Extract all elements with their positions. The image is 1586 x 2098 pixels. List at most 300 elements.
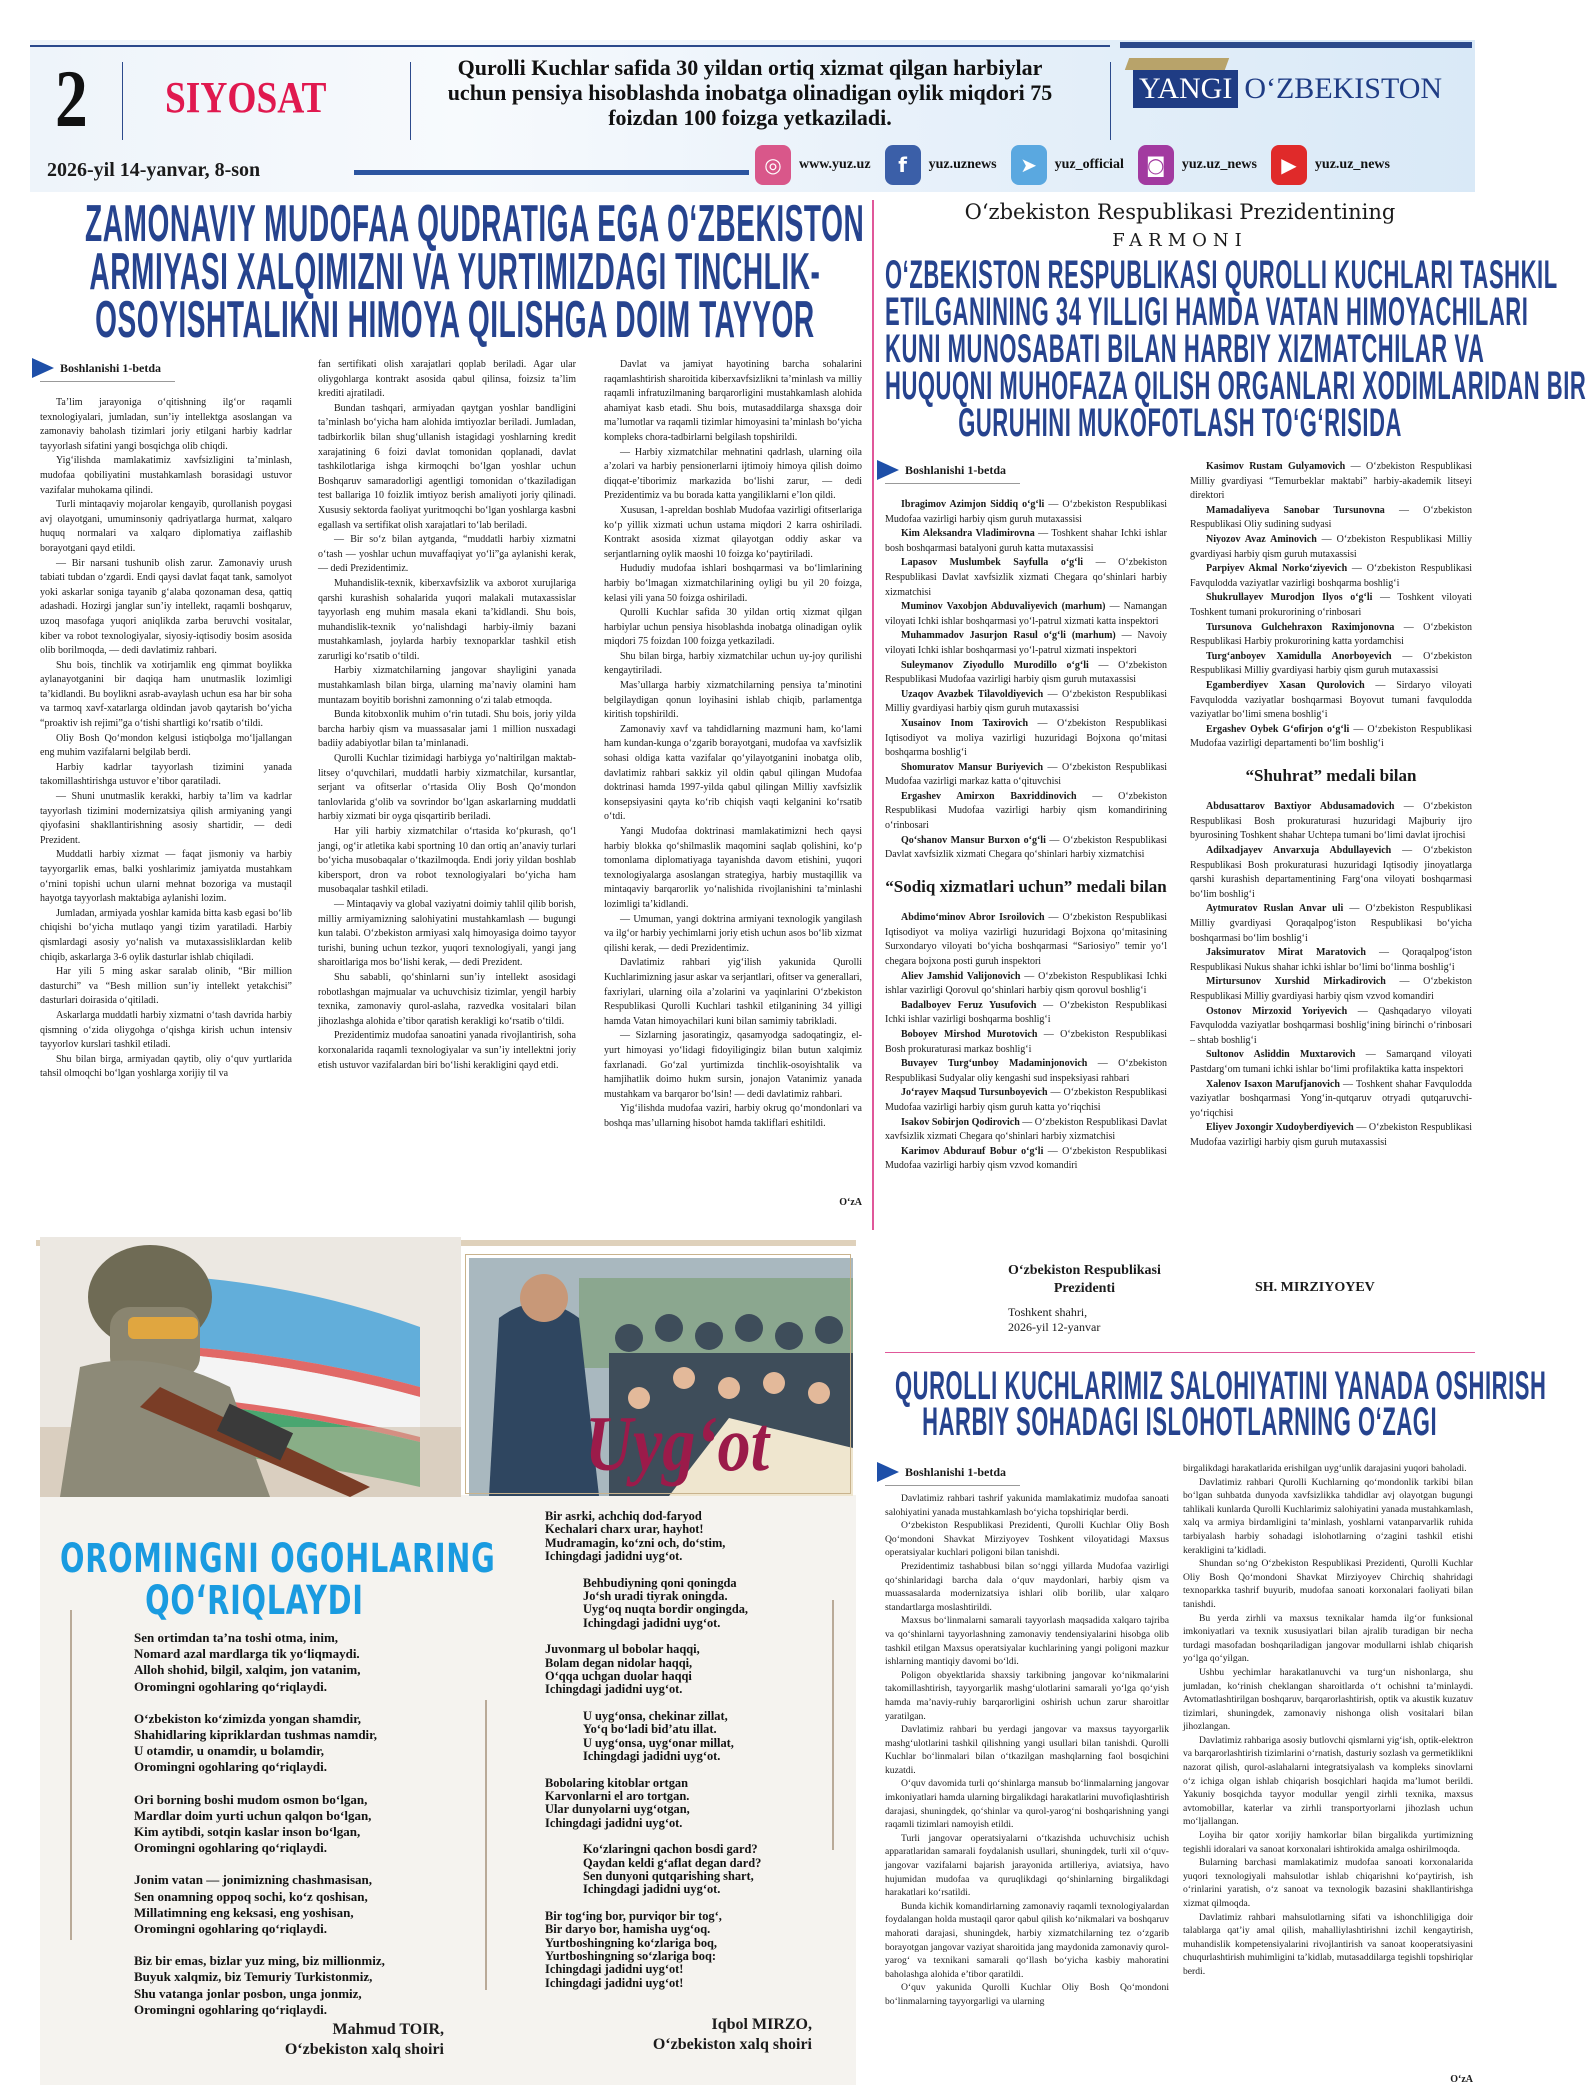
paragraph: Shu sababli, qo‘shinlarni sun’iy intellekt asosidagi robotlashgan majmualar va uchuvchisiz tizimlar, yengil harbiy texnika, zamonaviy qurol-aslaha, razvedka vositalari bilan jihozlashga alohida e’tibor qaratish kerakligi ko‘rsatib o‘tildi. [318, 971, 576, 1027]
article1-column-2 [318, 358, 576, 1213]
poem-line: Nomard azal mardlarga tik yo‘liqmaydi. [134, 1646, 360, 1662]
logo-flag-shape [1125, 58, 1229, 70]
headline-line: HARBIY SOHADAGI ISLOHOTLARNING O‘ZAGI [922, 1400, 1438, 1444]
author-title: O‘zbekiston xalq shoiri [284, 2041, 444, 2058]
awardee-position: — Sirdaryo viloyati Favqulodda vaziyatlar boshqarmasi Boyovut tumani favqulodda vaziyatlar bo‘limi smena boshlig‘i [1190, 679, 1473, 721]
awardee-name: Parpiyev Akmal Norko‘ziyevich [1206, 563, 1348, 575]
header-lead: Qurolli Kuchlar safida 30 yildan ortiq xizmat qilgan harbiylar uchun pensiya hisoblashda inobatga olinadigan oylik miqdori 75 foizdan 100 foizga yetkaziladi. [447, 55, 1053, 130]
awardee-name: Ergashev Amirxon Baxriddinovich [901, 790, 1077, 802]
award-entry [1190, 902, 1472, 946]
awardee-position: — O‘zbekiston Respublikasi Milliy gvardiyasi harbiy qism vzvod komandiri [1190, 976, 1472, 1002]
headline-line: QUROLLI KUCHLARIMIZ SALOHIYATINI YANADA OSHIRISH [895, 1364, 1547, 1408]
article1-headline [85, 195, 865, 349]
awardee-name: Tursunova Gulchehraxon Raximjonovna [1206, 621, 1395, 633]
headline-line: ETILGANINING 34 YILLIGI HAMDA VATAN HIMOYACHILARI [885, 290, 1529, 334]
decree-place-date [1008, 1305, 1100, 1335]
awardee-position: — O‘zbekiston Respublikasi Davlat xavfsizlik xizmati Chegara qo‘shinlari harbiy xizmatchisi [885, 557, 1167, 598]
paragraph: Harbiy xizmatchilarning jangovar shayligini yanada mustahkamlash bilan birga, ularning ma’naviy olamini ham muntazam boyitib borishni zamonning o‘zi talab etmoqda. [318, 665, 576, 706]
poem-stanza [134, 1792, 474, 1857]
signature-title-line: O‘zbekiston Respublikasi [1008, 1263, 1161, 1278]
paragraph: Prezidentimiz mudofaa sanoatini yanada rivojlantirish, soha korxonalarida raqamli texnologiyalar va sun’iy intellektni joriy etish ustuvor vazifalardan biri bo‘lishi kerakligini qayd etdi. [318, 1030, 576, 1071]
paragraph: Davlatimiz rahbariga asosiy butlovchi qismlarni yig‘ish, optik-elektron va barqarorlashtirish tizimlarini o‘rnatish, dasturiy sozlash va germetiklikni nazorat qilish, qurol-aslahalarni integratsiyalash va kompleks sinovlarni o‘z ichiga olgan ishlab chiqarish bosqichlari haqida ma’lumot berildi. Yakuniy bosqichda tayyor modullar yengil zirhli texnika, maxsus avtomobillar, katerlar va zirhli transportyorlarni jihozlash uchun mo‘ljallangan. [1183, 1734, 1473, 1828]
awardee-name: Jo‘rayev Maqsud Tursunboyevich [901, 1087, 1048, 1099]
poem-stanza [545, 1643, 835, 1697]
arrow-icon [877, 460, 899, 480]
paragraph: Davlatimiz rahbari Qurolli Kuchlarning qo‘mondonlik tarkibi bilan bo‘lgan suhbatda dunyoda xavfsizlikka tahdidlar avj olayotgan bugungi tahlikali kunlarda Qurolli Kuchlarimiz salohiyatini yanada mustahkamlash, xalq va armiya birdamligini ta’minlash, yoshlarni vatanparvarlik ruhida tarbiyalash harbiy sohadagi islohotlarning o‘zagini tashkil etishi kerakligini ta’kidladi. [1183, 1476, 1473, 1556]
social-handle: yuz.uznews [928, 157, 997, 172]
decree-type: FARMONI [1112, 230, 1248, 251]
poem-stanza [545, 1710, 835, 1764]
poem-line: Bir daryo bor, hamisha uyg‘oq. [545, 1922, 711, 1937]
poem-line: Shu vatanga jonlar posbon, unga jonmiz, [134, 1985, 362, 2001]
award-entry [1190, 1078, 1472, 1122]
poem-stanza [134, 1630, 474, 1695]
award-entry [885, 999, 1167, 1028]
headline-line: QO‘RIQLAYDI [145, 1578, 364, 1624]
awardee-position: — O‘zbekiston Respublikasi Ichki ishlar vazirligi Qorovul qo‘shinlari harbiy qism qorovul boshlig‘i [885, 970, 1167, 997]
poem-line: Oromingni ogohlaring qo‘riqlaydi. [134, 1921, 327, 1937]
signature-name: SH. MIRZIYOYEV [1255, 1280, 1375, 1295]
awardee-name: Shukrullayev Murodjon Ilyos o‘g‘li [1206, 592, 1373, 604]
awardee-position: — O‘zbekiston Respublikasi Harbiy prokurorining katta yordamchisi [1190, 621, 1472, 648]
poem-line: Oromingni ogohlaring qo‘riqlaydi. [134, 1840, 327, 1856]
awardee-name: Sultonov Asliddin Muxtarovich [1206, 1049, 1356, 1061]
continued-label [885, 460, 1020, 484]
logo-text-2: O‘ZBEKISTON [1244, 72, 1443, 105]
article2-headline [895, 1364, 1547, 1444]
paragraph: Bundan tashqari, armiyadan qaytgan yoshlar bandligini ta’minlash bo‘yicha ham alohida imtiyozlar beriladi. Jumladan, tadbirkorlik bilan shug‘ullanish istagidagi yoshlarning kredit xarajatining 6 foizi davlat tomonidan qoplanadi, davlat tashkilotlariga ishga kirmoqchi bo‘lgan yoshlar uchun Boshqaruv samaradorligi agentligi tomonidan o‘tkaziladigan test ballariga 10 foizlik imtiyoz berish amaliyoti joriy qilinadi. Xususiy sektorda faoliyat yuritmoqchi bo‘lgan yoshlarga kasbni egallash va sertifikat olish xarajatlari to‘lab beriladi. [318, 402, 576, 531]
awardee-name: Kasimov Rustam Gulyamovich [1206, 461, 1346, 472]
soldier-illustration [40, 1237, 461, 1497]
awardee-position: — O‘zbekiston Respublikasi Bosh prokuraturasi huzuridagi Majburiy ijro byurosining Toshkent shahar Uchtepa tumani bo‘limi davlat ijrochisi [1190, 801, 1472, 842]
poem-line: Yurtboshingning ko‘zlariga boq, [545, 1935, 718, 1950]
continued-text: Boshlanishi 1-betda [60, 360, 162, 375]
divider [410, 62, 411, 140]
article2-column-2 [1183, 1462, 1473, 2085]
awardee-position: — O‘zbekiston Respublikasi Ichki ishlar vazirligi boshqarma boshlig‘i [885, 999, 1167, 1026]
poem-line: Bir asrki, achchiq dod-faryod [545, 1509, 702, 1523]
awardee-position: — Toshkent viloyati Toshkent tumani prokurorining o‘rinbosari [1190, 592, 1472, 618]
poem-line: Uyg‘oq nuqta bordir ongingda, [583, 1602, 749, 1617]
poem-stanza [545, 1777, 835, 1831]
decree-issuer: O‘zbekiston Respublikasi Prezidentining [964, 200, 1396, 224]
awardee-position: — O‘zbekiston Respublikasi Iqtisodiyot va moliya vazirligi huzuridagi Bojxona qo‘mitasining Surxondaryo viloyati bo‘yicha boshqarmasi “Sariosiyo” temir yo‘l chegara bojxona posti guruh inspektori [885, 912, 1167, 968]
poem-stanza [134, 1953, 474, 2018]
poem-line: Ichingdagi jadidni uyg‘ot. [545, 1549, 683, 1564]
poem-line: Buyuk xalqmiz, biz Temuriy Turkistonmiz, [134, 1969, 373, 1985]
paragraph: Jumladan, armiyada yoshlar kamida bitta kasb egasi bo‘lib chiqishi bo‘yicha mutlaqo yangi tizim yaratiladi. Harbiy qismlardagi asosiy yo‘nalish va mutaxassisliklardan kelib chiqib, askarlarga 3-6 oylik dasturlar ishlab chiqiladi. [40, 907, 292, 963]
paragraph: Qurolli Kuchlar safida 30 yildan ortiq xizmat qilgan harbiylar uchun pensiya hisoblashda inobatga olinadigan oylik miqdori 75 foizdan 100 foizga yetkaziladi. [604, 607, 862, 648]
paragraph: Ushbu yechimlar harakatlanuvchi va turg‘un nishonlarga, shu jumladan, ko‘rinish cheklangan sharoitlarda o‘t ochishni ta’minlaydi. Avtomatlashtirilgan boshqaruv, barqarorlashtirish, optik va akustik kuzatuv tizimlari, shuningdek, zamonaviy nishonga olish vositalari bilan jihozlangan. [1183, 1666, 1473, 1733]
awardee-name: Jaksimuratov Mirat Maratovich [1206, 947, 1366, 959]
awardee-position: — O‘zbekiston Respublikasi Mudofaa vazirligi markaz katta o‘qituvchisi [885, 761, 1167, 788]
award-entry [1190, 1005, 1472, 1049]
award-entry [1190, 679, 1472, 723]
awardee-name: Turg‘anboyev Xamidulla Anorboyevich [1206, 650, 1392, 662]
awardee-name: Xusainov Inom Taxirovich [901, 717, 1029, 729]
award-entry [885, 688, 1167, 717]
poem-line: Jonim vatan — jonimizning chashmasisan, [134, 1872, 373, 1888]
awardee-name: Muminov Vaxobjon Abduvaliyevich (marhum) [901, 601, 1106, 613]
paragraph: Davlatimiz rahbari yig‘ilish yakunida Qurolli Kuchlarimizning jasur askar va serjantlari, ofitser va generallari, faxriylari, ularning oila a’zolarini va yaqinlarini O‘zbekiston Respublikasi Qurolli Kuchlari tashkil etilganining 34 yilligi hamda Vatan himoyachilari kuni bilan samimiy tabrikladi. [604, 957, 862, 1027]
awardee-name: Karimov Abdurauf Bobur o‘g‘li [901, 1145, 1044, 1157]
awardee-position: — O‘zbekiston Respublikasi Favqulodda vaziyatlar vazirligi boshqarma boshlig‘i [1190, 563, 1472, 589]
poem-stanza [545, 1843, 835, 1897]
awardee-position: — O‘zbekiston Respublikasi Mudofaa vazirligi harbiy qism komandirining o‘rinbosari [885, 790, 1167, 832]
paragraph: Turli jangovar operatsiyalarni o‘tkazishda uchuvchisiz uchish apparatlaridan samarali foydalanish usullari, shuningdek, turli xil o‘quv-jangovar vazifalarni bajarish jarayonida artilleriya, aviatsiya, havo hujumidan mudofaa va quruqlikdagi qo‘shinlarning birgalikdagi harakatlari ko‘rsatildi. [885, 1832, 1169, 1899]
newspaper-logo[interactable] [1133, 70, 1442, 108]
poem-line: Sen dunyoni qutqarishing shart, [583, 1868, 754, 1883]
award-entry [885, 911, 1167, 969]
instagram-icon: ◙ [1138, 145, 1174, 185]
poem-line: U uyg‘onsa, chekinar zillat, [583, 1708, 728, 1723]
awardee-position: — Samarqand viloyati Pastdarg‘om tumani ichki ishlar bo‘limi profilaktika katta inspektori [1190, 1049, 1472, 1075]
headline-line: OROMINGNI OGOHLARING [60, 1536, 496, 1582]
arrow-icon [32, 358, 54, 378]
decree-column-2 [1190, 460, 1472, 1151]
award-entry [1190, 800, 1472, 844]
award-entry [885, 834, 1167, 863]
continued-text: Boshlanishi 1-betda [905, 1464, 1007, 1479]
poem-line: Ichingdagi jadidni uyg‘ot. [545, 1682, 683, 1697]
decree-date: 2026-yil 12-yanvar [1008, 1320, 1101, 1334]
paragraph: Qurolli Kuchlar tizimidagi harbiyga yo‘naltirilgan maktab-litsey o‘quvchilari, muddatli harbiy xizmatchilar, kursantlar, serjant va ofitserlar o‘rtasida Oliy Bosh Qo‘mondon tanlovlarida g‘olib va sovrindor bo‘lgan askarlarning muddatli harbiy xizmati bir oyga qisqartirib beriladi. [318, 753, 576, 823]
poem-line: Millatimning eng keksasi, eng yoshisan, [134, 1904, 354, 1920]
award-entry [1190, 723, 1472, 752]
award-entry [885, 527, 1167, 556]
author-name: Mahmud TOIR, [332, 2021, 444, 2038]
awardee-name: Aytmuratov Ruslan Anvar uli [1206, 903, 1344, 915]
divider [1110, 62, 1111, 140]
paragraph: — Bir narsani tushunib olish zarur. Zamonaviy urush tabiati tubdan o‘zgardi. Endi qaysi davlat faqat tank, samolyot yoki askarlar soniga tayanib g‘alaba qozonaman desa, qattiq adashadi. Hozirgi janglar sun’iy intellekt, raqamli boshqaruv, uzoq masofaga yuqori aniqlikda zarba beruvchi vositalar, kiber va robot texnologiyalar, siyosiy-iqtisodiy bosim asosida olib borilmoqda, — dedi davlatimiz rahbari. [40, 557, 292, 657]
awardee-position: — O‘zbekiston Respublikasi Bosh prokuraturasi markaz boshlig‘i [885, 1028, 1167, 1055]
social-handle: yuz.uz_news [1181, 157, 1257, 172]
awardee-name: Ibragimov Azimjon Siddiq o‘g‘li [901, 499, 1045, 510]
masthead-logo-bar [1120, 42, 1472, 48]
awardee-position: — Qashqadaryo viloyati Favqulodda vaziyatlar boshqarmasi boshlig‘ining birinchi o‘rinbosari – shtab boshlig‘i [1190, 1005, 1473, 1046]
awardee-position: — O‘zbekiston Respublikasi Mudofaa vazirligi harbiy qism guruh mutaxassisi [1190, 1122, 1472, 1148]
awardee-name: Ergashev Oybek G‘ofirjon o‘g‘li [1206, 723, 1350, 735]
award-entry [885, 761, 1167, 790]
award-entry [1190, 650, 1472, 679]
poem-line: Oromingni ogohlaring qo‘riqlaydi. [134, 2001, 327, 2017]
poem-line: U otamdir, u onamdir, u bolamdir, [134, 1743, 324, 1759]
article1-column-1 [40, 358, 292, 1211]
poem-line: Biz bir emas, bizlar yuz ming, biz millionmiz, [134, 1953, 385, 1969]
divider [122, 62, 123, 140]
awardee-name: Adilxadjayev Anvarxuja Abdullayevich [1206, 845, 1392, 857]
headline-line: HUQUQNI MUHOFAZA QILISH ORGANLARI XODIMLARIDAN BIR [885, 364, 1586, 408]
paragraph: Bunda kichik komandirlarning zamonaviy raqamli texnologiyalardan foydalangan holda mustaqil qaror qabul qilish ko‘nikmalari va boshqaruv mahorati darajasi, shuningdek, harbiy xizmatchilarning tez o‘zgarib borayotgan jangovar vaziyat sharoitida jang maydonida zamonaviy qurol-yarog‘ va texnikani samarali qo‘llash bo‘yicha kasbiy mahoratini baholashga alohida e’tibor qaratildi. [885, 1900, 1169, 1980]
awardee-position: — O‘zbekiston Respublikasi Oliy sudining sudyasi [1190, 504, 1472, 531]
poem-line: Ko‘zlaringni qachon bosdi gard? [583, 1842, 758, 1857]
headline-line: KUNI MUNOSABATI BILAN HARBIY XIZMATCHILAR VA [885, 327, 1485, 371]
social-link[interactable] [885, 145, 997, 185]
poem-stanza [134, 1711, 474, 1776]
awardee-position: — O‘zbekiston Respublikasi Mudofaa vazirligi departamenti bo‘lim boshlig‘i [1190, 723, 1472, 750]
paragraph: — Bir so‘z bilan aytganda, “muddatli harbiy xizmatni o‘tash — yoshlar uchun muvaffaqiyat yo‘li”ga aylanishi kerak, — dedi Prezidentimiz. [318, 534, 576, 575]
logo-text-1: YANGI [1139, 72, 1233, 105]
paragraph: Yig‘ilishda mudofaa vaziri, harbiy okrug qo‘mondonlari va boshqa mas’ullarning hisobot hamda takliflari eshitildi. [604, 1103, 862, 1129]
paragraph: — Shuni unutmaslik kerakki, harbiy ta’lim va kadrlar tayyorlash tizimini modernizatsiya qilish armiyaning yangi qiyofasini shakllantirishning asosiy shartidir, — dedi Prezident. [40, 791, 292, 846]
paragraph: — Sizlarning jasoratingiz, qasamyodga sadoqatingiz, el-yurt himoyasi yo‘lidagi fidoyiligingiz bilan butun xalqimiz faxrlanadi. Go‘zal yurtimizda tinchlik-osoyishtalik va hamjihatlik doimo hukm sursin, jonajon Vatanimiz yanada mustahkam va barqaror bo‘lsin! — dedi davlatimiz rahbari. [604, 1030, 862, 1100]
poem-line: Ichingdagi jadidni uyg‘ot. [545, 1815, 683, 1830]
poem-line: Alloh shohid, bilgil, xalqim, jon vatanim, [134, 1662, 361, 1678]
date-rule [354, 170, 749, 175]
social-link[interactable] [1271, 145, 1390, 185]
paragraph: Oliy Bosh Qo‘mondon kelgusi istiqbolga mo‘ljallangan eng muhim vazifalarni belgilab berdi. [40, 732, 292, 759]
poem-line: Jo‘sh uradi tiyrak oningda. [583, 1589, 728, 1604]
poem-line: Oromingni ogohlaring qo‘riqlaydi. [134, 1759, 327, 1775]
medal-heading: “Sodiq xizmatlari uchun” medali bilan [885, 876, 1167, 896]
poem-line: Ichingdagi jadidni uyg‘ot. [583, 1615, 721, 1630]
headline-line: O‘ZBEKISTON RESPUBLIKASI QUROLLI KUCHLARI TASHKIL [885, 253, 1558, 297]
paragraph: Har yili harbiy xizmatchilar o‘rtasida ko‘pkurash, qo‘l jangi, og‘ir atletika kabi sportning 10 dan ortiq an’anaviy turlari bo‘yicha musobaqalar o‘tkazilmoqda. Endi joriy yildan boshlab kibersport, dron va robot texnologiyalari bo‘yicha ham musobaqalar tashkil etiladi. [318, 826, 576, 896]
poem-line: Qaydan keldi g‘aflat degan dard? [583, 1855, 762, 1870]
award-entry [1190, 562, 1472, 591]
poem-line: Sen ortimdan ta’na toshi otma, inim, [134, 1630, 339, 1645]
award-entry [885, 1145, 1167, 1174]
author-name: Iqbol MIRZO, [711, 2016, 812, 2033]
awardee-name: Qo‘shanov Mansur Burxon o‘g‘li [901, 834, 1046, 846]
social-links [755, 145, 1390, 185]
poem-stanza [545, 1577, 835, 1631]
award-entry [885, 498, 1167, 527]
awardee-name: Shomuratov Mansur Buriyevich [901, 761, 1044, 773]
decree-place: Toshkent shahri, [1008, 1305, 1088, 1319]
source-credit: O‘zA [1450, 2074, 1473, 2085]
award-entry [885, 659, 1167, 688]
poem-line: O‘zbekiston ko‘zimizda yongan shamdir, [134, 1710, 362, 1726]
paragraph: Shundan so‘ng O‘zbekiston Respublikasi Prezidenti, Qurolli Kuchlar Oliy Bosh Qo‘mondoni Shavkat Mirziyoyev Chirchiq shahridagi texnoparkka tashrif buyurib, mudofaa sanoati korxonalari faoliyati bilan tanishdi. [1183, 1558, 1473, 1610]
ornament-divider [485, 1700, 487, 1990]
poem-stanza [545, 1510, 835, 1564]
paragraph: Davlatimiz rahbari tashrif yakunida mamlakatimiz mudofaa sanoati salohiyatini yanada mustahkamlash bo‘yicha topshiriqlar berdi. [885, 1493, 1169, 1518]
award-entry [1190, 591, 1472, 620]
awardee-name: Lapasov Muslumbek Sayfulla o‘g‘li [901, 557, 1084, 569]
headline-line: GURUHINI MUKOFOTLASH TO‘G‘RISIDA [958, 401, 1402, 445]
awardee-position: — Qoraqalpog‘iston Respublikasi Nukus shahar ichki ishlar bo‘limi bo‘linma boshlig‘i [1190, 947, 1472, 973]
poem-line: Bolam degan nidolar haqqi, [545, 1655, 693, 1670]
awardee-position: — O‘zbekiston Respublikasi Mudofaa vazirligi harbiy qism guruh mutaxassisi [885, 659, 1167, 686]
paragraph: Ta’lim jarayoniga o‘qitishning ilg‘or raqamli texnologiyalari, jumladan, sun’iy intellektga asoslangan va zamonaviy baholash tizimlari joriy etilgani harbiy kadrlar tayyorlash sifatini yangi bosqichga olib chiqdi. [40, 397, 292, 452]
paragraph: Askarlarga muddatli harbiy xizmatni o‘tash davrida harbiy qismning o‘zida oliygohga o‘qishga kirish uchun intensiv tayyorlov kurslari tashkil etiladi. [40, 1009, 292, 1051]
awardee-name: Muhammadov Jasurjon Rasul o‘g‘li (marhum) [901, 630, 1116, 642]
awardee-position: — O‘zbekiston Respublikasi Milliy gvardiyasi harbiy qism guruh mutaxassisi [1190, 533, 1472, 560]
awardee-name: Aliev Jamshid Valijonovich [901, 970, 1021, 982]
paragraph: Shu bilan birga, armiyadan qaytib, oliy o‘quv yurtlarida tahsil olmoqchi bo‘lgan yoshlarga xorijiy til va [40, 1053, 292, 1080]
poem-line: O‘qqa uchgan duolar haqqi [545, 1669, 692, 1684]
signature-title [1008, 1262, 1161, 1298]
award-entry [885, 556, 1167, 600]
awardee-name: Mamadaliyeva Sanobar Tursunovna [1206, 504, 1385, 516]
poem2-author [560, 2015, 812, 2055]
social-handle: www.yuz.uz [799, 157, 871, 172]
poem-line: Kechalari charx urar, hayhot! [545, 1522, 704, 1537]
award-entry [1190, 460, 1472, 504]
poem-line: Yo‘q bo‘ladi bid’atu illat. [583, 1722, 717, 1737]
awardee-position: — Namangan viloyati Ichki ishlar boshqarmasi yo‘l-patrul xizmati katta inspektori [885, 601, 1167, 627]
poem-stanza [134, 1872, 474, 1937]
paragraph: Harbiy kadrlar tayyorlash tizimini yanada takomillashtirishga ustuvor e’tibor qaratiladi. [40, 761, 292, 788]
awardee-name: Isakov Sobirjon Qodirovich [901, 1116, 1020, 1128]
headline-line: OSOYISHTALIKNI HIMOYA QILISHGA DOIM TAYYOR [95, 291, 815, 349]
paragraph: Poligon obyektlarida shaxsiy tarkibning jangovar ko‘nikmalarini takomillashtirish, tayyorgarlik mashg‘ulotlarini samarali yo‘lga qo‘yish hamda ma’naviy-ruhiy barqarorligini oshirish uchun zarur sharoitlar yaratilgan. [885, 1669, 1169, 1722]
poem-line: Ori borning boshi mudom osmon bo‘lgan, [134, 1791, 368, 1807]
poem-line: Yurtboshingning so‘zlariga boq: [545, 1948, 716, 1963]
dribbble-icon: ◎ [755, 145, 791, 185]
paragraph: — Harbiy xizmatchilar mehnatini qadrlash, ularning oila a’zolari va harbiy pensionerlarni ijtimoiy himoya qilish doimo diqqat-e’tiborimiz markazida bo‘lishi zarur, — dedi Prezidentimiz va bu borada katta yangiliklarni e’lon qildi. [604, 446, 862, 502]
awardee-position: — O‘zbekiston Respublikasi Davlat xavfsizlik xizmati Chegara qo‘shinlari harbiy xizmatchisi [885, 834, 1167, 861]
paragraph: Davlat va jamiyat hayotining barcha sohalarini raqamlashtirish sharoitida kiberxavfsizlikni ta’minlash va milliy raqamli infratuzilmaning barqarorligini mustahkamlash alohida ahamiyat kasb etadi. Shu bois, mutasaddilarga shaxsga doir ma’lumotlar va raqamli tizimlar himoyasini ta’minlash bo‘yicha kompleks chora-tadbirlarni belgilash topshirildi. [604, 359, 862, 443]
paragraph: O‘quv davomida turli qo‘shinlarga mansub bo‘linmalarning jangovar imkoniyatlari hamda ularning birgalikdagi harakatlarini muvofiqlashtirish darajasi, shuningdek, qo‘shinlar va qurol-yarog‘ni boshqarishning yangi raqamli tizimlari namoyish etildi. [885, 1778, 1169, 1831]
poem-line: Oromingni ogohlaring qo‘riqlaydi. [134, 1678, 327, 1694]
arrow-icon [877, 1462, 899, 1482]
awardee-name: Xalenov Isaxon Marufjanovich [1206, 1078, 1340, 1090]
paragraph: Bunda kitobxonlik muhim o‘rin tutadi. Shu bois, joriy yilda barcha harbiy qism va muassasalar jami 1 million nusxadagi badiiy adabiyotlar bilan ta’minlanadi. [318, 709, 576, 750]
paragraph: Maxsus bo‘linmalarni samarali tayyorlash maqsadida xalqaro tajriba va qo‘shinlarni tayyorlashning zamonaviy tendensiyalarini hisobga olib tashkil etilgan Maxsus operatsiyalar kuchlarining yangi poligoni mazkur ishlarning mantiqiy davomi bo‘ldi. [885, 1615, 1169, 1668]
awardee-name: Egamberdiyev Xasan Qurolovich [1206, 679, 1365, 691]
paragraph: Muddatli harbiy xizmat — faqat jismoniy va harbiy tayyorgarlik emas, balki yoshlarimiz jamiyatda mustahkam o‘rnini topishi uchun ularni mehnat bozoriga va mustaqil hayotga tayyorlash maktabiga aylanishi lozim. [40, 849, 292, 905]
paragraph: — Umuman, yangi doktrina armiyani texnologik yangilash va ilg‘or harbiy yechimlarni joriy etish uchun asos bo‘lib xizmat qilishi kerak, — dedi Prezidentimiz. [604, 913, 862, 954]
telegram-icon: ➤ [1011, 145, 1047, 185]
awardee-position: — O‘zbekiston Respublikasi Bosh prokuraturasi huzuridagi Iqtisodiy jinoyatlarga qarshi kurashish departamentining Farg‘ona viloyati boshqarmasi bo‘lim boshlig‘i [1190, 845, 1472, 900]
paragraph: Mas’ullarga harbiy xizmatchilarning pensiya ta’minotini belgilaydigan qonun loyihasini ishlab chiqib, parlamentga kiritish topshirildi. [604, 680, 862, 721]
paragraph: birgalikdagi harakatlarida erishilgan uyg‘unlik darajasini yuqori baholadi. [1183, 1463, 1467, 1474]
awardee-position: — O‘zbekiston Respublikasi Milliy gvardiyasi “Temurbeklar maktabi” harbiy-akademik litseyi direktori [1190, 461, 1472, 502]
social-handle: yuz_official [1054, 157, 1124, 172]
poem-line: Behbudiyning qoni qoningda [583, 1575, 737, 1590]
award-entry [1190, 1048, 1472, 1077]
paragraph: Yig‘ilishda mamlakatimiz xavfsizligini ta’minlash, mudofaa qobiliyatini mustahkamlash borasidagi ustuvor vazifalar muhokama qilindi. [40, 455, 292, 496]
awardee-position: — O‘zbekiston Respublikasi Davlat xavfsizlik xizmati Chegara qo‘shinlari harbiy xizmatchisi [885, 1116, 1168, 1143]
poem-line: Bobolaring kitoblar ortgan [545, 1775, 688, 1790]
paragraph: O‘zbekiston Respublikasi Prezidenti, Qurolli Kuchlar Oliy Bosh Qo‘mondoni Shavkat Mirziyoyev Toshkent viloyatidagi Maxsus operatsiyalar kuchlari poligoni bilan tanishdi. [885, 1520, 1169, 1559]
article2-column-1 [885, 1462, 1169, 2090]
award-entry [1190, 844, 1472, 902]
masthead-rule [30, 45, 1110, 47]
award-entry [1190, 975, 1472, 1004]
poem-line: Mudramagin, ko‘zni och, do‘stim, [545, 1535, 726, 1550]
source-credit: O‘zA [839, 1197, 862, 1208]
decree-headline [885, 253, 1586, 445]
awardee-name: Kim Aleksandra Vladimirovna [901, 528, 1035, 540]
poem-line: Karvonlarni el aro tortgan. [545, 1788, 690, 1803]
paragraph: O‘quv yakunida Qurolli Kuchlar Oliy Bosh Qo‘mondoni bo‘linmalarning tayyorgarligi va ularning [885, 1982, 1169, 2007]
awardee-position: — O‘zbekiston Respublikasi Mudofaa vazirligi harbiy qism guruh katta yo‘riqchisi [885, 1087, 1167, 1113]
paragraph: Turli mintaqaviy mojarolar kengayib, qurollanish poygasi avj olayotgani, umuminsoniy qadriyatlarga hurmat, xalqaro huquq normalari va xalqaro diplomatiya zaiflashib borayotgani qayd etildi. [40, 499, 292, 554]
awardee-position: — O‘zbekiston Respublikasi Iqtisodiyot va moliya vazirligi huzuridagi Bojxona qo‘mitasi boshqarma boshlig‘i [885, 717, 1167, 759]
section-rule [885, 1352, 1475, 1353]
awardee-position: — O‘zbekiston Respublikasi Mudofaa vazirligi harbiy qism guruh mutaxassisi [885, 499, 1167, 525]
paragraph: Xususan, 1-apreldan boshlab Mudofaa vazirligi ofitserlariga ko‘p yillik xizmati uchun ustama miqdori 2 karra oshiriladi. Kontrakt asosida xizmat qilayotgan oddiy askar va serjantlarning oylik maoshi 10 foizga ko‘paytiriladi. [604, 504, 862, 560]
awardee-name: Boboyev Mirshod Murotovich [901, 1028, 1038, 1040]
continued-label [885, 1462, 1020, 1486]
awardee-position: — Toshkent shahar Ichki ishlar bosh boshqarmasi batalyoni guruh katta mutaxassisi [885, 528, 1168, 554]
paragraph: Davlatimiz rahbari bu yerdagi jangovar va maxsus tayyorgarlik mashg‘ulotlarini tashkil qilishning yangi usullari bilan tanishdi. Qurolli Kuchlar bo‘linmalari bilan o‘tkazilgan mashqlarning faol bosqichini kuzatdi. [885, 1724, 1169, 1776]
award-entry [885, 717, 1167, 761]
poem-line: U uyg‘onsa, uyg‘onar millat, [583, 1735, 734, 1750]
paragraph: Bularning barchasi mamlakatimiz mudofaa sanoati korxonalarida yuqori texnologiyali mahsulotlar ishlab chiqarishni ko‘paytirish, ish o‘rinlarini yaratish, o‘z sanoat va texnologik bazasini shakllantirishga xizmat qilmoqda. [1183, 1857, 1473, 1909]
awardee-name: Buvayev Turg‘unboy Madaminjonovich [901, 1058, 1088, 1070]
poem-line: Ichingdagi jadidni uyg‘ot! [545, 1975, 684, 1990]
award-entry [1190, 504, 1472, 533]
awardee-name: Eliyev Joxongir Xudoyberdiyevich [1206, 1122, 1354, 1134]
social-link[interactable] [1138, 145, 1257, 185]
issue-date: 2026-yil 14-yanvar, 8-son [47, 159, 261, 181]
paragraph: Loyiha bir qator xorijiy hamkorlar bilan birgalikda yurtimizning tegishli idoralari va sanoat korxonalari ishtirokida amalga oshirilmoqda. [1183, 1830, 1473, 1855]
awardee-name: Uzaqov Avazbek Tilavoldiyevich [901, 688, 1044, 700]
page-number: 2 [55, 53, 88, 144]
medal-heading: “Shuhrat” medali bilan [1245, 765, 1417, 785]
author-title: O‘zbekiston xalq shoiri [652, 2036, 812, 2053]
award-entry [885, 790, 1167, 834]
soldier-with-flag-photo [40, 1237, 461, 1497]
poem1-title [60, 1536, 496, 1624]
paragraph: Davlatimiz rahbari mahsulotlarning sifati va ishonchliligiga doir talablarga qat’iy amal qilish, mahalliylashtirishni izchil kengaytirish, muhandislik kompetensiyalarini rivojlantirish va sanoat kooperatsiyasini chuqurlashtirish muhimligini ta’kidlab, mutasaddilarga tegishli topshiriqlar berdi. [1183, 1911, 1473, 1977]
poem2-title: Uyg‘ot [585, 1400, 770, 1487]
award-entry [885, 1057, 1167, 1086]
award-entry [885, 1028, 1167, 1057]
column-rule [872, 200, 874, 1230]
continued-label [40, 358, 175, 382]
poem-line: Ichingdagi jadidni uyg‘ot. [583, 1749, 721, 1764]
paragraph: Bu yerda zirhli va maxsus texnikalar hamda ilg‘or funksional imkoniyatlari va texnik xususiyatlari bilan ajralib turadigan bir necha turdagi masofadan boshqariladigan jangovar modullarni ishlab chiqarish yo‘lga qo‘yilgan. [1183, 1612, 1473, 1665]
poem-stanza [545, 1910, 835, 1990]
awardee-position: — O‘zbekiston Respublikasi Sudyalar oliy kengashi sud inspeksiyasi rahbari [885, 1058, 1167, 1084]
poem-line: Ichingdagi jadidni uyg‘ot. [583, 1882, 721, 1897]
signature-title-line: Prezidenti [1053, 1281, 1116, 1296]
social-link[interactable] [755, 145, 871, 185]
headline-line: ZAMONAVIY MUDOFAA QUDRATIGA EGA O‘ZBEKISTON [85, 195, 865, 253]
social-handle: yuz.uz_news [1314, 157, 1390, 172]
poem-line: Bir tog‘ing bor, purviqor bir tog‘, [545, 1908, 722, 1923]
paragraph: Yangi Mudofaa doktrinasi mamlakatimizni hech qaysi harbiy blokka qo‘shilmaslik maqomini saqlab qolishini, ko‘p tomonlama diplomatiyaga tayanishda davom etishini, yuqori texnologiyalarga asoslangan strategiya, harbiy mustaqillik va mintaqaviy barqarorlik yo‘nalishida rivojlanishini ta’minlashi lozimligi ta’kidlandi. [604, 826, 862, 910]
decree-column-1 [885, 460, 1167, 1174]
awardee-position: — O‘zbekiston Respublikasi Mudofaa vazirligi harbiy qism vzvod komandiri [885, 1145, 1168, 1172]
poem-line: Mardlar doim yurti uchun qalqon bo‘lgan, [134, 1807, 372, 1823]
poem2-text [545, 1510, 835, 2003]
award-entry [1190, 621, 1472, 650]
awardee-name: Ostonov Mirzoxid Yoriyevich [1206, 1005, 1348, 1017]
awardee-position: — O‘zbekiston Respublikasi Milliy gvardiyasi harbiy qism guruh mutaxassisi [1190, 650, 1472, 677]
poem1-author [180, 2020, 444, 2060]
poem-line: Ichingdagi jadidni uyg‘ot! [545, 1962, 684, 1977]
youtube-icon: ▶ [1271, 145, 1307, 185]
article1-column-3 [604, 358, 862, 1208]
awardee-position: — Navoiy viloyati Ichki ishlar boshqarmasi yo‘l-patrul xizmati inspektori [885, 630, 1167, 656]
awardee-name: Mirtursunov Xurshid Mirkadirovich [1206, 976, 1386, 988]
award-entry [885, 1116, 1167, 1145]
paragraph: Muhandislik-texnik, kiberxavfsizlik va axborot xurujlariga qarshi kurashish sohalarida yuqori malakali mutaxassislar tayyorlash eng muhim masala ekani ta’kidlandi. Shu bois, muhandislik-texnik yo‘nalishdagi harbiy-ilmiy bazani mustahkamlash, joylarda harbiy texnoparklar tashkil etish zarurligi ko‘rsatib o‘tildi. [318, 577, 576, 662]
awardee-position: — O‘zbekiston Respublikasi Milliy gvardiyasi harbiy qism guruh mutaxassisi [885, 688, 1167, 715]
social-link[interactable] [1011, 145, 1124, 185]
awardee-name: Badalboyev Feruz Yusufovich [901, 999, 1037, 1011]
paragraph: Shu bilan birga, harbiy xizmatchilar uchun uy-joy qurilishi kengaytiriladi. [604, 650, 862, 677]
awardee-name: Abdusattarov Baxtiyor Abdusamadovich [1206, 801, 1395, 813]
paragraph: Prezidentimiz tashabbusi bilan so‘nggi yillarda Mudofaa vazirligi qo‘shinlaridagi barcha dala o‘quv maydonlari, harbiy qism va muassasalarda modernizatsiya ishlari olib borilib, ular xalqaro standartlarga moslashtirildi. [885, 1560, 1169, 1613]
ornament-divider [70, 1610, 72, 1940]
paragraph: Har yili 5 ming askar saralab olinib, “Bir million dasturchi” va “Besh million sun’iy intellekt yetakchisi” dasturlari doirasida o‘qitiladi. [40, 966, 292, 1007]
paragraph: Shu bois, tinchlik va xotirjamlik eng qimmat boylikka aylanayotganini bir daqiqa ham unutmaslik lozimligi ta’kidlandi. Bu boylikni asrab-avaylash uchun esa har bir soha va tarmoq xavf-xatarlarga oldindan javob qaytarish bo‘yicha “proaktiv ish rejimi”ga o‘tishi shartligi ko‘rsatib o‘tildi. [40, 659, 292, 730]
award-entry [1190, 946, 1472, 975]
awardee-name: Suleymanov Ziyodullo Murodillo o‘g‘li [901, 659, 1089, 671]
poem-line: Sen onamning oppoq sochi, ko‘z qoshisan, [134, 1888, 368, 1904]
awardee-position: — O‘zbekiston Respublikasi Milliy gvardiyasi Qoraqalpog‘iston Respublikasi bo‘yicha boshqarmasi bo‘lim boshlig‘i [1190, 903, 1473, 944]
paragraph: fan sertifikati olish xarajatlari qoplab beriladi. Agar ular oliygohlarga kontrakt asosida qabul qilinsa, foizsiz ta’lim krediti ajratiladi. [318, 359, 576, 400]
awardee-name: Niyozov Avaz Aminovich [1206, 533, 1317, 545]
award-entry [885, 970, 1167, 999]
